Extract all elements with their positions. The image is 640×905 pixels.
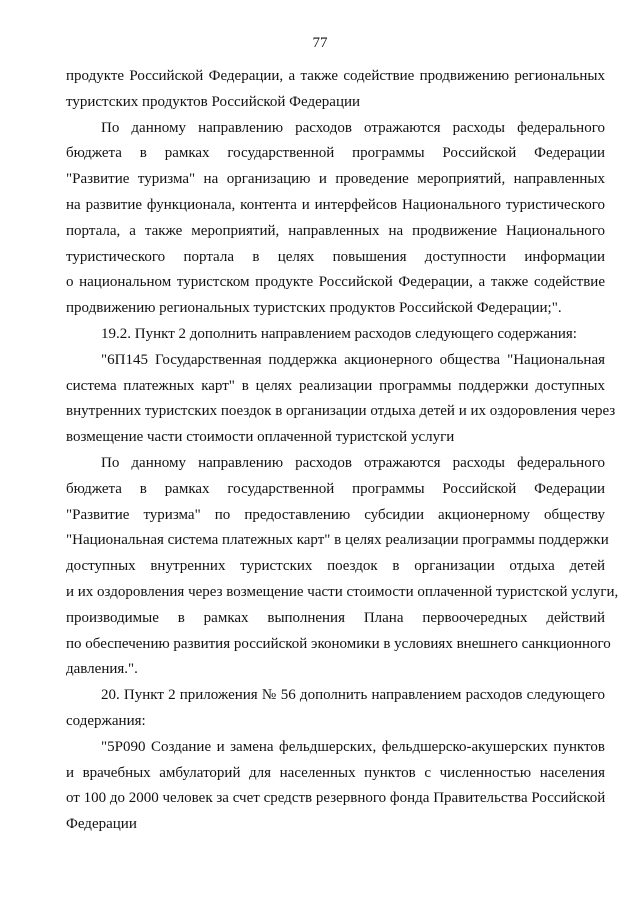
paragraph <box>66 348 616 451</box>
text-line: туристских продуктов Российской Федерации <box>66 93 361 110</box>
text-line: бюджета в рамках государственной программы Российской Федерации <box>66 145 605 162</box>
text-line: 19.2. Пункт 2 дополнить направлением расходов следующего содержания: <box>101 325 577 342</box>
text-line: от 100 до 2000 человек за счет средств резервного фонда Правительства Российской <box>66 790 606 807</box>
text-line: По данному направлению расходов отражаются расходы федерального <box>101 454 605 471</box>
text-line: давления.". <box>66 661 138 678</box>
text-line: о национальном туристском продукте Российской Федерации, а также содействие <box>66 274 605 291</box>
text-line: доступных внутренних туристских поездок в организации отдыха детей <box>66 558 605 575</box>
text-line: 20. Пункт 2 приложения № 56 дополнить направлением расходов следующего <box>101 687 605 704</box>
page-number: 77 <box>312 35 328 51</box>
text-line: "Национальная система платежных карт" в целях реализации программы поддержки <box>66 532 609 549</box>
text-line: внутренних туристских поездок в организации отдыха детей и их оздоровления через <box>66 403 616 420</box>
paragraph <box>66 116 605 322</box>
paragraph <box>66 735 605 838</box>
text-line: и их оздоровления через возмещение части стоимости оплаченной туристской услуги, <box>66 583 619 600</box>
text-line: Федерации <box>66 816 137 833</box>
document-body <box>66 64 619 838</box>
text-line: продвижению региональных туристских продуктов Российской Федерации;". <box>66 300 562 317</box>
paragraph <box>66 64 605 116</box>
text-line: возмещение части стоимости оплаченной туристской услуги <box>66 429 455 446</box>
text-line: "Развитие туризма" на организацию и проведение мероприятий, направленных <box>66 171 605 188</box>
text-line: "5Р090 Создание и замена фельдшерских, фельдшерско-акушерских пунктов <box>101 738 605 755</box>
text-line: портала, а также мероприятий, направленных на продвижение Национального <box>66 222 605 239</box>
text-line: По данному направлению расходов отражаются расходы федерального <box>101 119 605 136</box>
text-line: система платежных карт" в целях реализации программы поддержки доступных <box>66 377 605 394</box>
text-line: на развитие функционала, контента и интерфейсов Национального туристического <box>66 196 605 213</box>
paragraph <box>66 451 619 683</box>
text-line: и врачебных амбулаторий для населенных пунктов с численностью населения <box>66 764 605 781</box>
text-line: бюджета в рамках государственной программы Российской Федерации <box>66 480 605 497</box>
text-line: "Развитие туризма" по предоставлению субсидии акционерному обществу <box>66 506 605 523</box>
text-line: производимые в рамках выполнения Плана первоочередных действий <box>66 609 605 626</box>
text-line: туристического портала в целях повышения доступности информации <box>66 248 605 265</box>
text-line: по обеспечению развития российской экономики в условиях внешнего санкционного <box>66 635 611 652</box>
text-line: содержания: <box>66 712 146 729</box>
paragraph <box>66 683 605 735</box>
text-line: продукте Российской Федерации, а также содействие продвижению региональных <box>66 68 605 84</box>
paragraph <box>66 322 605 348</box>
text-line: "6П145 Государственная поддержка акционерного общества "Национальная <box>101 351 605 368</box>
